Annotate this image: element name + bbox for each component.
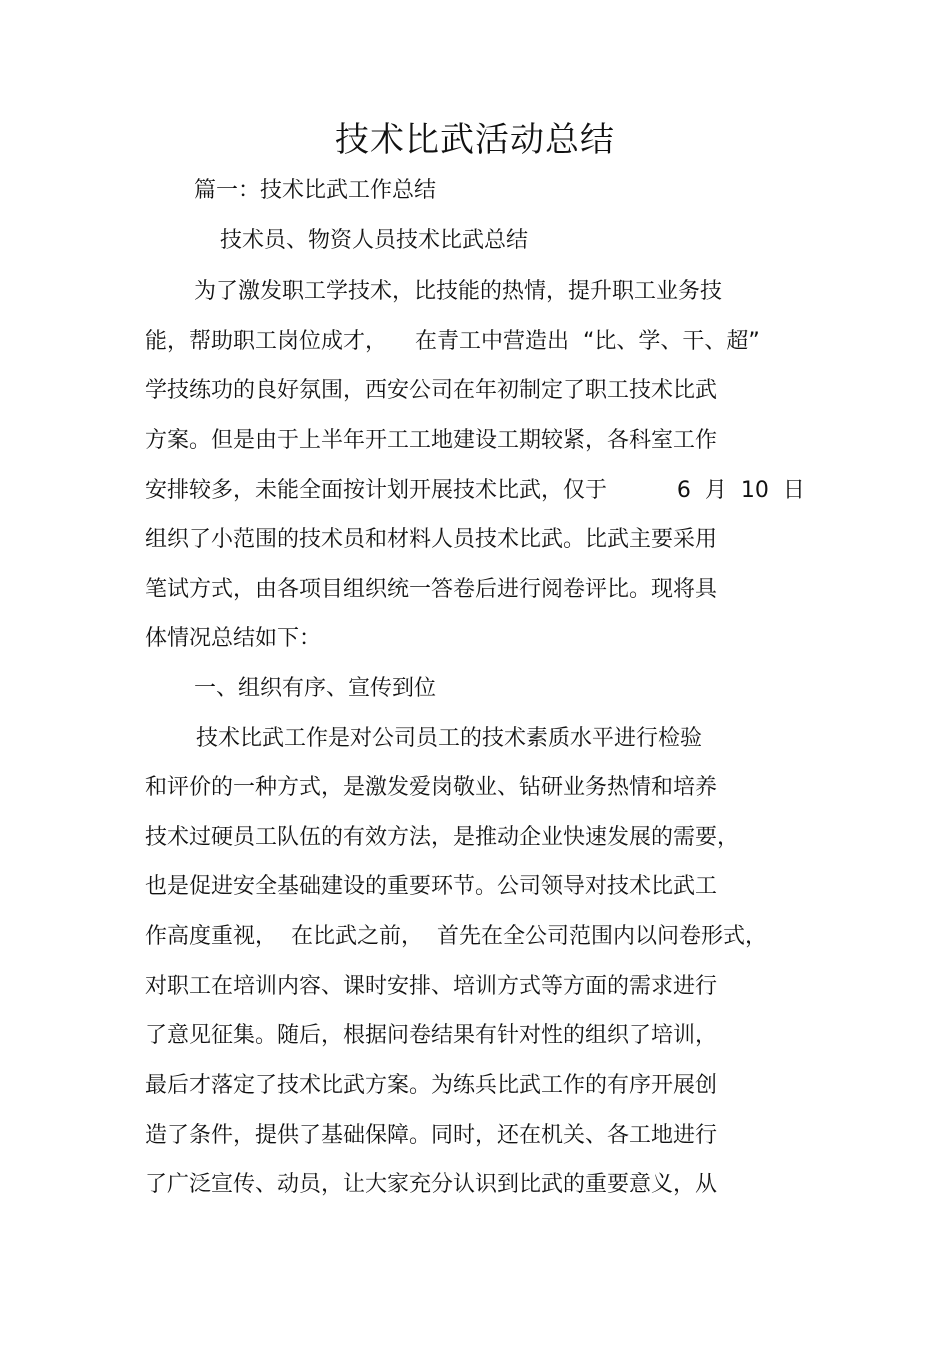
paragraph-line: 为了激发职工学技术，比技能的热情，提升职工业务技 — [194, 279, 723, 304]
subsection-heading: 技术员、物资人员技术比武总结 — [220, 228, 529, 253]
paragraph-line: 最后才落定了技术比武方案。为练兵比武工作的有序开展创 — [145, 1073, 718, 1098]
paragraph-line: 技术过硬员工队伍的有效方法，是推动企业快速发展的需要， — [145, 825, 740, 850]
paragraph-line: 笔试方式，由各项目组织统一答卷后进行阅卷评比。现将具 — [145, 577, 718, 602]
paragraph-line: 组织了小范围的技术员和材料人员技术比武。比武主要采用 — [145, 527, 718, 552]
paragraph-line: 了意见征集。随后，根据问卷结果有针对性的组织了培训， — [145, 1023, 718, 1048]
paragraph-line: 作高度重视， 在比武之前， 首先在全公司范围内以问卷形式， — [145, 924, 767, 949]
paragraph-line: 体情况总结如下： — [145, 626, 322, 651]
paragraph-line: 和评价的一种方式，是激发爱岗敬业、钻研业务热情和培养 — [145, 775, 718, 800]
section-heading: 篇一：技术比武工作总结 — [194, 178, 437, 203]
paragraph-line: 对职工在培训内容、课时安排、培训方式等方面的需求进行 — [145, 974, 718, 999]
paragraph-line: 造了条件，提供了基础保障。同时，还在机关、各工地进行 — [145, 1123, 718, 1148]
paragraph-line: 技术比武工作是对公司员工的技术素质水平进行检验 — [196, 726, 703, 751]
paragraph-line: 也是促进安全基础建设的重要环节。公司领导对技术比武工 — [145, 874, 718, 899]
section-heading: 一、组织有序、宣传到位 — [194, 676, 437, 701]
paragraph-line: 学技练功的良好氛围，西安公司在年初制定了职工技术比武 — [145, 378, 718, 403]
paragraph-line: 安排较多，未能全面按计划开展技术比武，仅于 6 月 10 日 — [145, 478, 805, 503]
paragraph-line: 能，帮助职工岗位成才， 在青工中营造出 “比、学、干、超” — [145, 329, 760, 354]
document-title: 技术比武活动总结 — [335, 120, 615, 160]
paragraph-line: 方案。但是由于上半年开工工地建设工期较紧，各科室工作 — [145, 428, 718, 453]
paragraph-line: 了广泛宣传、动员，让大家充分认识到比武的重要意义，从 — [145, 1172, 718, 1197]
